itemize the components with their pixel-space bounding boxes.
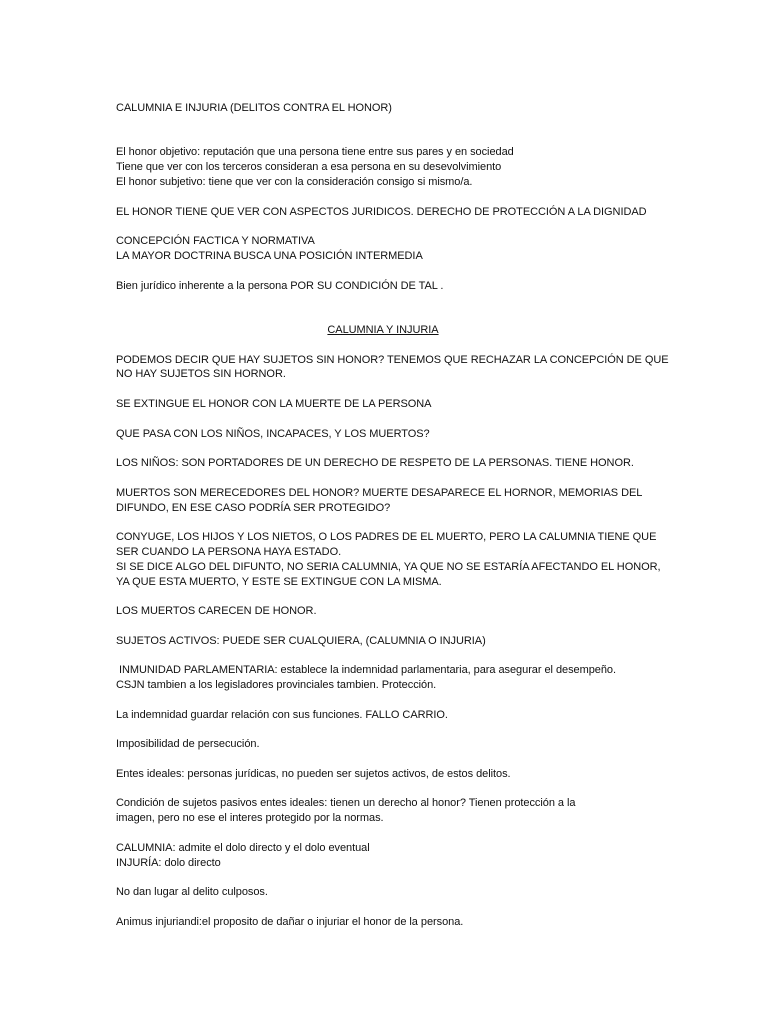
paragraph-line: INJURÍA: dolo directo bbox=[116, 856, 221, 869]
paragraph-line: CALUMNIA: admite el dolo directo y el dolo eventual bbox=[116, 841, 370, 854]
spacer bbox=[116, 752, 656, 767]
spacer bbox=[116, 382, 656, 397]
paragraph-line: CONCEPCIÓN FACTICA Y NORMATIVA bbox=[116, 235, 315, 248]
spacer bbox=[116, 693, 656, 708]
spacer bbox=[116, 589, 656, 604]
paragraph-line: LOS NIÑOS: SON PORTADORES DE UN DERECHO DE RESPETO DE LA PERSONAS. TIENE HONOR. bbox=[116, 457, 634, 470]
spacer bbox=[116, 515, 656, 530]
spacer bbox=[116, 219, 656, 234]
document-title: CALUMNIA E INJURIA (DELITOS CONTRA EL HONOR) bbox=[116, 102, 392, 114]
paragraph-line: NO HAY SUJETOS SIN HORNOR. bbox=[116, 368, 286, 381]
paragraph-line: CONYUGE, LOS HIJOS Y LOS NIETOS, O LOS PADRES DE EL MUERTO, PERO LA CALUMNIA TIENE QUE bbox=[116, 531, 657, 544]
spacer bbox=[116, 338, 656, 353]
paragraph-line: El honor objetivo: reputación que una persona tiene entre sus pares y en sociedad bbox=[116, 146, 514, 159]
spacer bbox=[116, 441, 656, 456]
spacer bbox=[116, 826, 656, 841]
paragraph-line: YA QUE ESTA MUERTO, Y ESTE SE EXTINGUE CON LA MISMA. bbox=[116, 575, 442, 588]
paragraph-line: Bien jurídico inherente a la persona POR SU CONDICIÓN DE TAL . bbox=[116, 279, 444, 292]
paragraph-line: Animus injuriandi:el proposito de dañar o injuriar el honor de la persona. bbox=[116, 915, 464, 928]
spacer bbox=[116, 293, 656, 308]
paragraph-line: LA MAYOR DOCTRINA BUSCA UNA POSICIÓN INTERMEDIA bbox=[116, 249, 423, 262]
paragraph-line: EL HONOR TIENE QUE VER CON ASPECTOS JURIDICOS. DERECHO DE PROTECCIÓN A LA DIGNIDAD bbox=[116, 205, 647, 218]
paragraph-line: Entes ideales: personas jurídicas, no pueden ser sujetos activos, de estos delitos. bbox=[116, 767, 511, 780]
spacer bbox=[116, 870, 656, 885]
spacer bbox=[116, 131, 656, 146]
paragraph-line: La indemnidad guardar relación con sus funciones. FALLO CARRIO. bbox=[116, 708, 448, 721]
spacer bbox=[116, 900, 656, 915]
spacer bbox=[116, 722, 656, 737]
spacer bbox=[116, 471, 656, 486]
paragraph-line: INMUNIDAD PARLAMENTARIA: establece la indemnidad parlamentaria, para asegurar el desempeño. bbox=[116, 664, 616, 677]
spacer bbox=[116, 308, 656, 323]
paragraph-line: No dan lugar al delito culposos. bbox=[116, 886, 268, 899]
paragraph-line: Imposibilidad de persecución. bbox=[116, 738, 260, 751]
paragraph-line: CSJN tambien a los legisladores provinciales tambien. Protección. bbox=[116, 679, 437, 692]
paragraph-line: PODEMOS DECIR QUE HAY SUJETOS SIN HONOR? TENEMOS QUE RECHAZAR LA CONCEPCIÓN DE QUE bbox=[116, 353, 669, 366]
paragraph-line: MUERTOS SON MERECEDORES DEL HONOR? MUERTE DESAPARECE EL HORNOR, MEMORIAS DEL bbox=[116, 486, 643, 499]
spacer bbox=[116, 190, 656, 205]
paragraph-line: Tiene que ver con los terceros consideran a esa persona en su desevolvimiento bbox=[116, 161, 502, 174]
paragraph-line: SUJETOS ACTIVOS: PUEDE SER CUALQUIERA, (CALUMNIA O INJURIA) bbox=[116, 634, 486, 647]
spacer bbox=[116, 782, 656, 797]
spacer bbox=[116, 648, 656, 663]
document-body bbox=[116, 101, 669, 930]
paragraph-line: El honor subjetivo: tiene que ver con la consideración consigo si mismo/a. bbox=[116, 175, 473, 188]
paragraph-line: SI SE DICE ALGO DEL DIFUNTO, NO SERIA CALUMNIA, YA QUE NO SE ESTARÍA AFECTANDO EL HONOR, bbox=[116, 560, 661, 573]
section-subheading: CALUMNIA Y INJURIA bbox=[327, 323, 439, 336]
paragraph-line: Condición de sujetos pasivos entes ideales: tienen un derecho al honor? Tienen protección a la bbox=[116, 797, 576, 810]
paragraph-line: LOS MUERTOS CARECEN DE HONOR. bbox=[116, 605, 317, 618]
paragraph-line: SER CUANDO LA PERSONA HAYA ESTADO. bbox=[116, 545, 342, 558]
paragraph-line: imagen, pero no ese el interes protegido por la normas. bbox=[116, 812, 384, 825]
paragraph-line: SE EXTINGUE EL HONOR CON LA MUERTE DE LA PERSONA bbox=[116, 397, 432, 410]
spacer bbox=[116, 412, 656, 427]
spacer bbox=[116, 619, 656, 634]
paragraph-line: DIFUNDO, EN ESE CASO PODRÍA SER PROTEGIDO? bbox=[116, 501, 391, 514]
spacer bbox=[116, 116, 656, 131]
paragraph-line: QUE PASA CON LOS NIÑOS, INCAPACES, Y LOS MUERTOS? bbox=[116, 427, 430, 440]
spacer bbox=[116, 264, 656, 279]
